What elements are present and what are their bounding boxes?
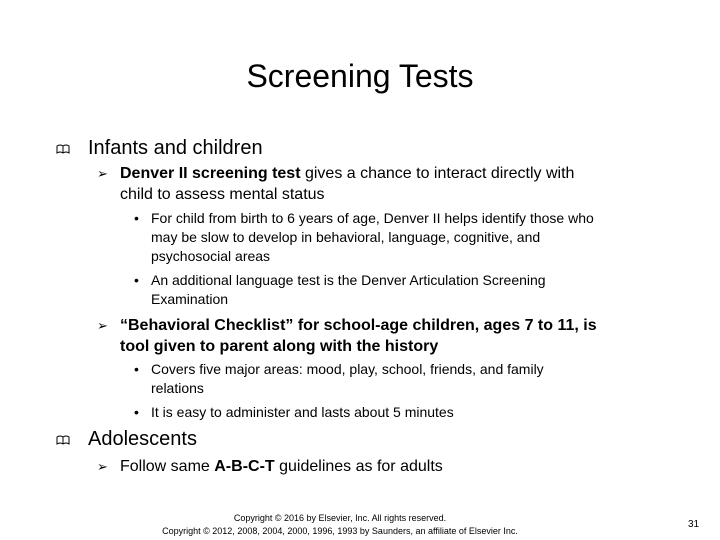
dot-bullet-icon: • (134, 361, 139, 377)
abct-bold: A-B-C-T (214, 458, 275, 475)
section-heading: Adolescents (88, 428, 197, 450)
sub-item-line: Covers five major areas: mood, play, school, friends, and family (151, 361, 544, 377)
sub-item-line: It is easy to administer and lasts about 5 minutes (151, 404, 454, 420)
dot-bullet-icon: • (134, 272, 139, 288)
denver-line2: child to assess mental status (120, 186, 325, 203)
sub-item-line: psychosocial areas (151, 248, 271, 264)
abct-pre: Follow same (120, 458, 215, 475)
sub-item-line: For child from birth to 6 years of age, Denver II helps identify those who (151, 210, 594, 226)
sub-item-line: relations (151, 380, 204, 396)
book-bullet-icon (56, 138, 72, 162)
page-number: 31 (688, 519, 700, 530)
arrow-bullet-icon: ➢ (97, 166, 108, 181)
book-bullet-icon (56, 429, 72, 453)
sub-item-line: An additional language test is the Denver Articulation Screening (151, 272, 546, 288)
copyright-line2: Copyright © 2012, 2008, 2004, 2000, 1996, 1993 by Saunders, an affiliate of Elsevier Inc. (162, 526, 518, 536)
arrow-bullet-icon: ➢ (97, 318, 108, 333)
arrow-bullet-icon: ➢ (97, 459, 108, 474)
copyright-footer (150, 512, 530, 538)
denver-bold: Denver II screening test (120, 165, 301, 182)
sub-item-line: may be slow to develop in behavioral, language, cognitive, and (151, 229, 541, 245)
dot-bullet-icon: • (134, 404, 139, 420)
denver-rest: gives a chance to interact directly with (300, 165, 575, 182)
checklist-line1: “Behavioral Checklist” for school-age children, ages 7 to 11, is (120, 317, 597, 334)
section-heading: Infants and children (88, 137, 263, 159)
sub-item-line: Examination (151, 291, 229, 307)
checklist-line2: tool given to parent along with the history (120, 338, 439, 355)
dot-bullet-icon: • (134, 210, 139, 226)
slide-title: Screening Tests (246, 58, 474, 94)
copyright-line1: Copyright © 2016 by Elsevier, Inc. All rights reserved. (233, 513, 447, 523)
abct-post: guidelines as for adults (274, 458, 443, 475)
